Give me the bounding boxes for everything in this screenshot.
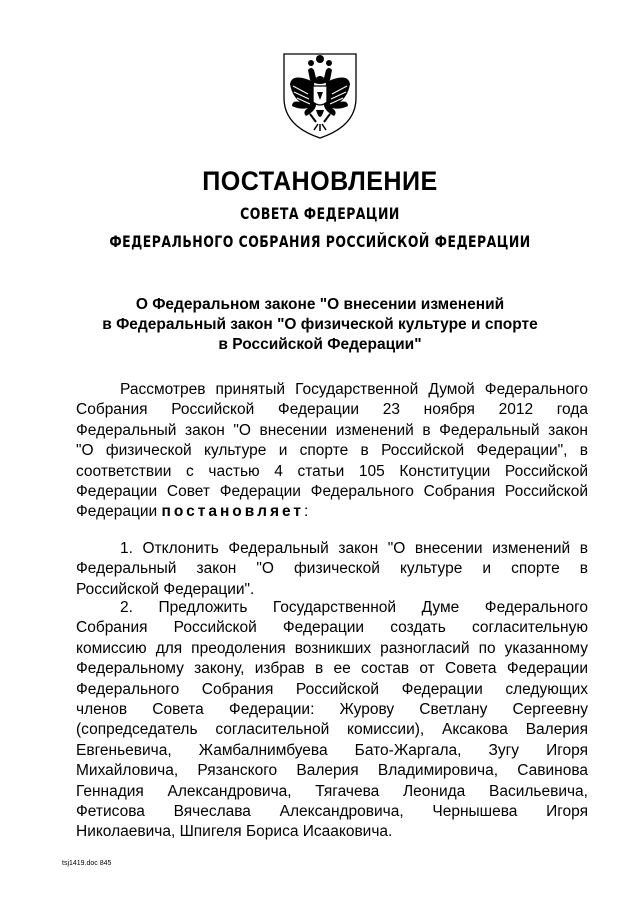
text-line: (сопредседатель согласительной комиссии), Аксакова Валерия xyxy=(76,721,588,739)
text-line: Федерации Совет Федерации Федерального Собрания Российской xyxy=(76,483,588,501)
text-line: Рассмотрев принятый Государственной Думой Федерального xyxy=(120,381,588,398)
text-line: Собрания Российской Федерации создать согласительную xyxy=(76,619,588,637)
subject-line: в Российской Федерации" xyxy=(218,336,422,353)
text-fragment: : xyxy=(304,503,309,521)
text-line: "О физической культуре и спорте в Российской Федерации", в xyxy=(76,442,588,460)
preamble-paragraph xyxy=(76,380,588,523)
issuer-line-2: ФЕДЕРАЛЬНОГО СОБРАНИЯ РОССИЙСКОЙ ФЕДЕРАЦИИ xyxy=(109,232,531,251)
issuer-line-1: СОВЕТА ФЕДЕРАЦИИ xyxy=(240,204,400,223)
text-line: Геннадия Александровича, Тягачева Леонида Васильевича, xyxy=(76,782,588,800)
item-1-paragraph xyxy=(76,539,588,600)
text-line: соответствии с частью 4 статьи 105 Конституции Российской xyxy=(76,462,588,480)
text-line: Собрания Российской Федерации 23 ноября 2012 года xyxy=(76,401,588,419)
text-line: Фетисова Вячеслава Александровича, Чернышева Игоря xyxy=(76,803,588,821)
text-line: Федеральный закон "О физической культуре и спорте в xyxy=(76,560,588,578)
text-line: Федерального Собрания Российской Федерации следующих xyxy=(76,680,588,698)
subject-line: О Федеральном законе "О внесении изменений xyxy=(135,296,505,313)
document-subject xyxy=(80,295,560,355)
text-line: комиссию для преодоления возникших разногласий по указанному xyxy=(76,639,588,657)
text-fragment: Федерации xyxy=(76,503,162,521)
item-2-paragraph xyxy=(76,598,588,843)
text-line: 1. Отклонить Федеральный закон "О внесении изменений в xyxy=(120,540,588,557)
text-line: Федеральный закон "О внесении изменений в Федеральный закон xyxy=(76,421,588,439)
resolves-word: постановляет xyxy=(161,503,304,521)
text-line: Николаевича, Шпигеля Бориса Исааковича. xyxy=(76,823,393,841)
text-line: Михайловича, Рязанского Валерия Владимировича, Савинова xyxy=(76,762,588,780)
text-line: членов Совета Федерации: Журову Светлану Сергеевну xyxy=(76,701,588,719)
text-line: Российской Федерации". xyxy=(76,580,255,598)
coat-of-arms-emblem xyxy=(278,50,362,140)
text-line: Федеральному закону, избрав в ее состав от Совета Федерации xyxy=(76,660,588,678)
document-file-code: tsj1419.doc 845 xyxy=(62,860,112,867)
text-line: 2. Предложить Государственной Думе Федерального xyxy=(120,599,588,616)
text-line: Евгеньевича, Жамбалнимбуева Бато-Жаргала, Зугу Игоря xyxy=(76,741,588,759)
text-line xyxy=(76,502,588,522)
subject-line: в Федеральный закон "О физической культуре и спорте xyxy=(102,316,538,333)
document-title: ПОСТАНОВЛЕНИЕ xyxy=(202,166,438,196)
